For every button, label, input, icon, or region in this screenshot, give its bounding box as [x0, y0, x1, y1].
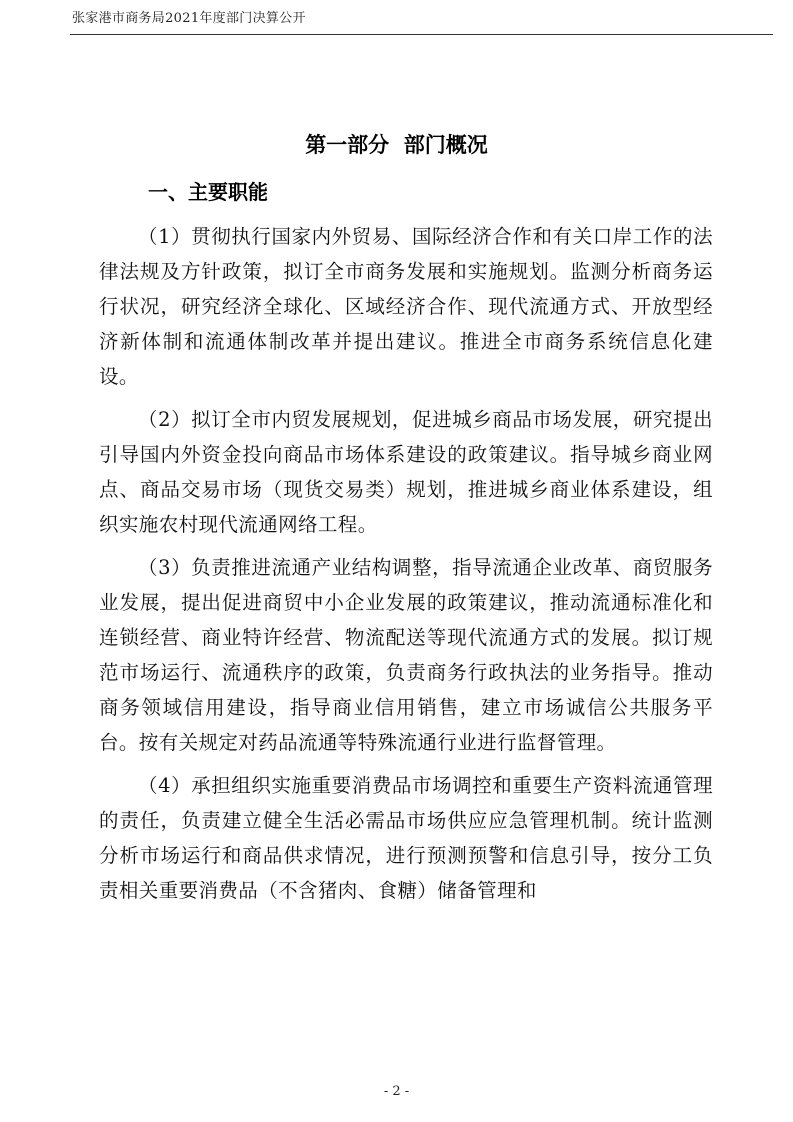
page-number: - 2 -: [383, 1084, 410, 1099]
paragraph-2: （2）拟订全市内贸发展规划，促进城乡商品市场发展，研究提出引导国内外资金投向商品市场体系建设的政策建议。指导城乡商业网点、商品交易市场（现货交易类）规划，推进城乡商业体系建设，组织实施农村现代流通网络工程。: [99, 408, 713, 536]
running-header: 张家港市商务局2021年度部门决算公开: [72, 11, 306, 26]
paragraph-1: （1）贯彻执行国家内外贸易、国际经济合作和有关口岸工作的法律法规及方针政策，拟订全市商务发展和实施规划。监测分析商务运行状况，研究经济全球化、区域经济合作、现代流通方式、开放型经济新体制和流通体制改革并提出建议。推进全市商务系统信息化建设。: [99, 225, 713, 388]
paragraph-3: （3）负责推进流通产业结构调整，指导流通企业改革、商贸服务业发展，提出促进商贸中小企业发展的政策建议，推动流通标准化和连锁经营、商业特许经营、物流配送等现代流通方式的发展。拟订规范市场运行、流通秩序的政策，负责商务行政执法的业务指导。推动商务领域信用建设，指导商业信用销售，建立市场诚信公共服务平台。按有关规定对药品流通等特殊流通行业进行监督管理。: [99, 556, 713, 754]
body-text: [99, 219, 713, 916]
header-divider: [70, 34, 773, 35]
paragraph-4: （4）承担组织实施重要消费品市场调控和重要生产资料流通管理的责任，负责建立健全生活必需品市场供应应急管理机制。统计监测分析市场运行和商品供求情况，进行预测预警和信息引导，按分工负责相关重要消费品（不含猪肉、食糖）储备管理和: [99, 774, 713, 902]
section-heading: 一、主要职能: [148, 180, 268, 204]
page-title: 第一部分 部门概况: [305, 133, 488, 157]
